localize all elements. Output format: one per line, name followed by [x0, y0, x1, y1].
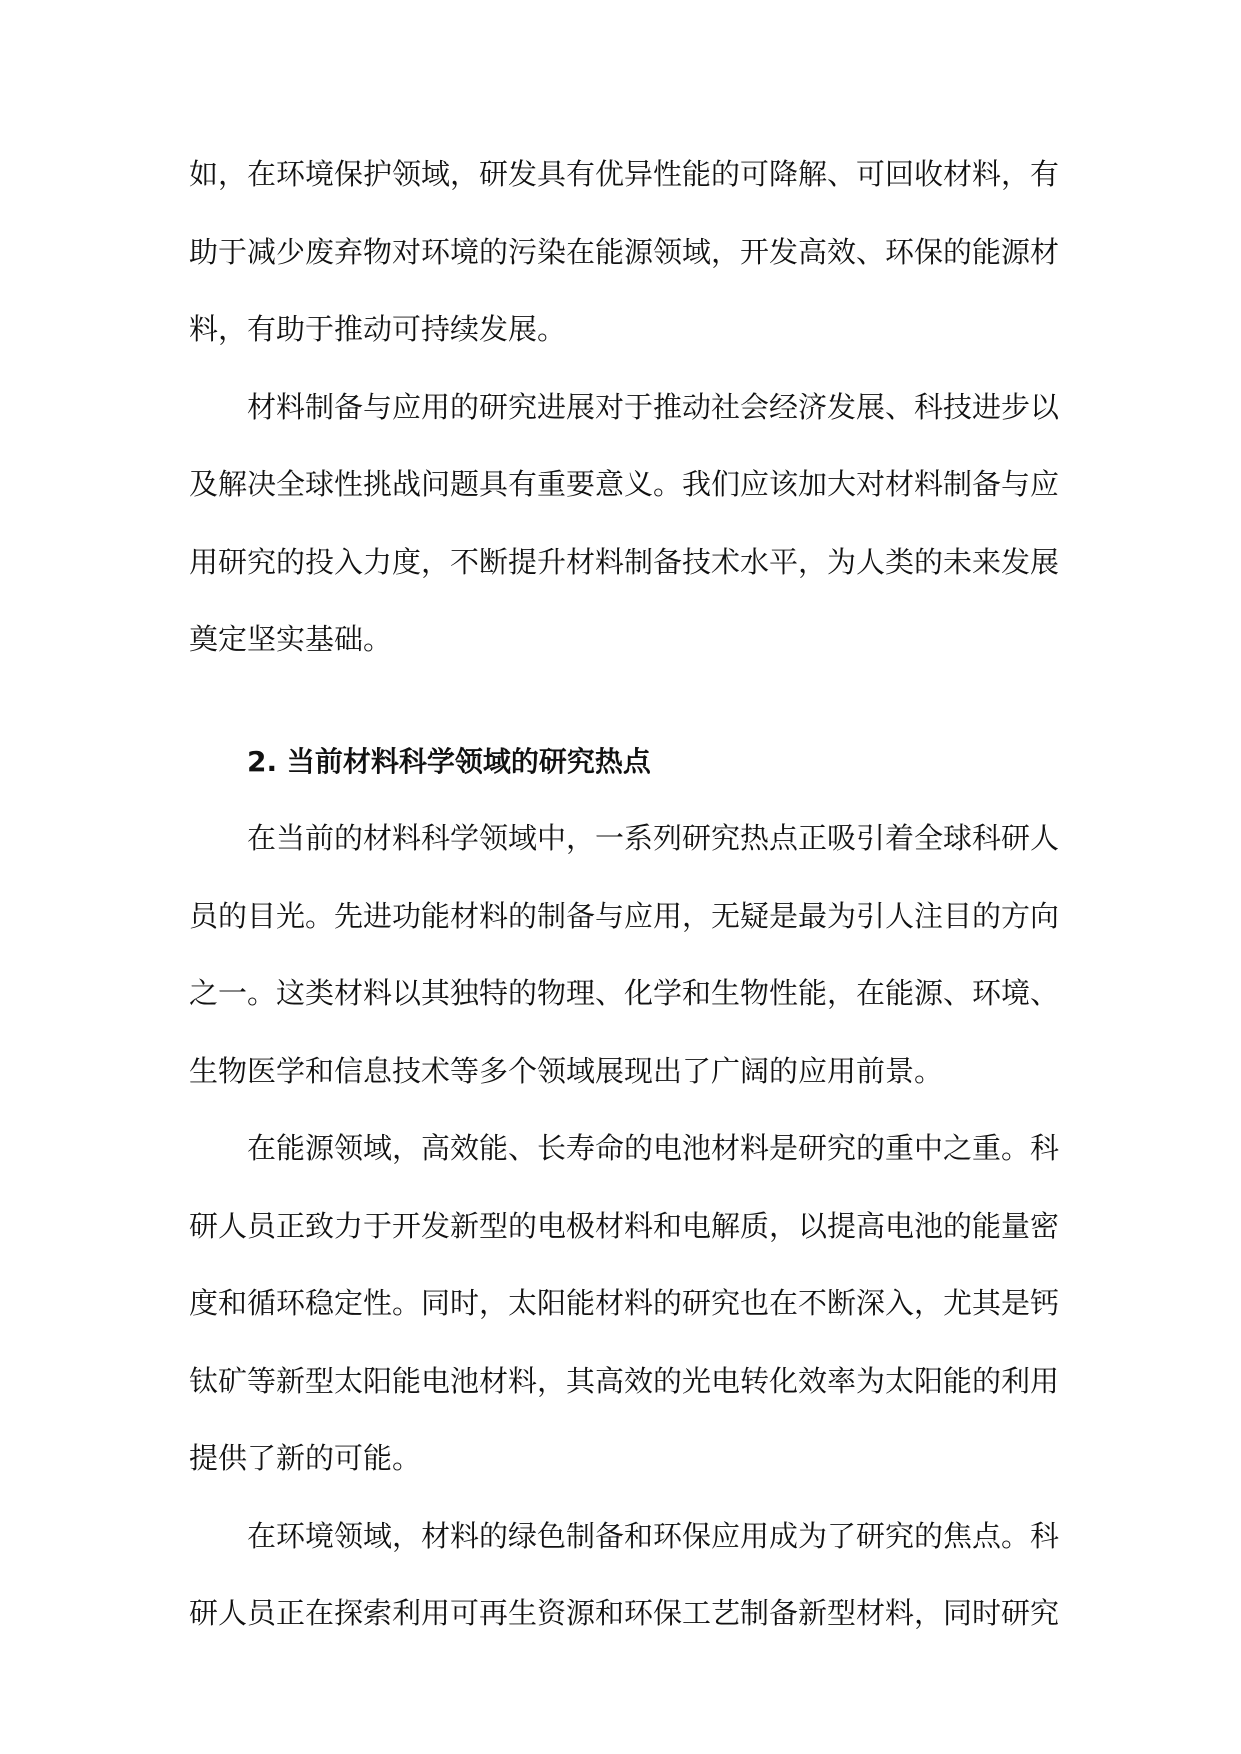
paragraph-energy-field: 在能源领域，高效能、长寿命的电池材料是研究的重中之重。科研人员正致力于开发新型的电极材料和电解质，以提高电池的能量密度和循环稳定性。同时，太阳能材料的研究也在不断深入，尤其是钙钛矿等新型太阳能电池材料，其高效的光电转化效率为太阳能的利用提供了新的可能。: [189, 1131, 1060, 1475]
paragraph-continued: 如，在环境保护领域，研发具有优异性能的可降解、可回收材料，有助于减少废弃物对环境的污染在能源领域，开发高效、环保的能源材料，有助于推动可持续发展。: [189, 157, 1060, 346]
section-heading: 2. 当前材料科学领域的研究热点: [247, 744, 651, 778]
document-body: [189, 136, 1059, 1653]
paragraph-significance: 材料制备与应用的研究进展对于推动社会经济发展、科技进步以及解决全球性挑战问题具有重要意义。我们应该加大对材料制备与应用研究的投入力度，不断提升材料制备技术水平，为人类的未来发展奠定坚实基础。: [189, 389, 1060, 656]
paragraph-research-hotspots: 在当前的材料科学领域中，一系列研究热点正吸引着全球科研人员的目光。先进功能材料的制备与应用，无疑是最为引人注目的方向之一。这类材料以其独特的物理、化学和生物性能，在能源、环境、生物医学和信息技术等多个领域展现出了广阔的应用前景。: [189, 821, 1060, 1088]
paragraph-environment-field: 在环境领域，材料的绿色制备和环保应用成为了研究的焦点。科研人员正在探索利用可再生资源和环保工艺制备新型材料，同时研究: [189, 1518, 1060, 1630]
